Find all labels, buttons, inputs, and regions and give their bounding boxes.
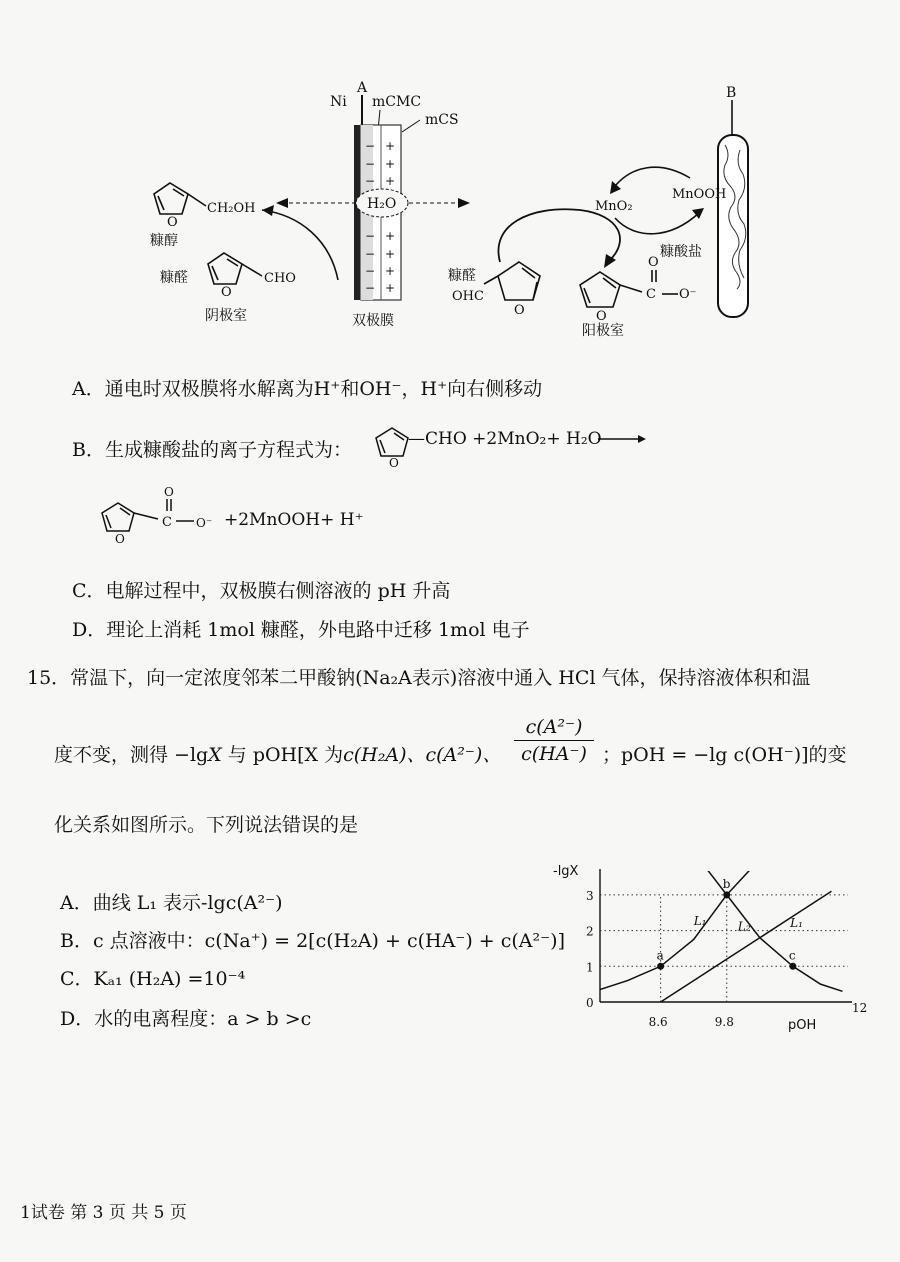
svg-text:+: + (385, 229, 396, 243)
q14-option-a: A．通电时双极膜将水解离为H⁺和OH⁻，H⁺向右侧移动 (72, 378, 543, 400)
q14-option-b-prefix: B．生成糠酸盐的离子方程式为： (72, 439, 352, 461)
x-tick-label: 12 (852, 1001, 868, 1015)
furfural-structure-b (376, 428, 408, 456)
x-axis-label: pOH (788, 1018, 817, 1033)
electrolysis-diagram (0, 0, 900, 345)
furfural-name-left: 糠醛 (160, 270, 188, 286)
bipolar-membrane-label: 双极膜 (352, 313, 394, 329)
point-label-c: c (788, 948, 796, 963)
mcmc-label: mCMC (372, 94, 422, 110)
oxygen-label: O (167, 215, 178, 230)
electrode-a-label: A (357, 80, 368, 96)
svg-text:O⁻: O⁻ (196, 516, 213, 530)
svg-text:−: − (365, 281, 376, 295)
svg-text:+: + (385, 139, 396, 153)
ch2oh-label: CH₂OH (207, 201, 256, 216)
ratio-fraction: c(A²⁻) c(HA⁻) (514, 716, 594, 765)
q14-option-c: C．电解过程中，双极膜右侧溶液的 pH 升高 (72, 580, 451, 602)
q15-option-a: A．曲线 L₁ 表示-lgc(A²⁻) (60, 892, 283, 914)
svg-text:+: + (385, 157, 396, 171)
svg-text:O: O (164, 485, 174, 499)
furfural-structure-right (484, 262, 540, 300)
y-tick-label: 2 (586, 924, 594, 939)
furoate-structure-b (102, 499, 194, 531)
furfural-name-right: 糠醛 (448, 268, 476, 284)
point-b (723, 891, 730, 898)
q14-option-b-equation-2 (96, 485, 396, 545)
point-c (789, 963, 796, 970)
y-axis-label: -lgX (553, 864, 579, 879)
svg-text:O: O (514, 303, 525, 318)
ni-label: Ni (330, 94, 347, 110)
furfuryl-alcohol-structure (154, 183, 206, 214)
svg-text:−: − (365, 229, 376, 243)
q15-option-c: C．Kₐ₁ (H₂A) =10⁻⁴ (60, 968, 246, 990)
water-label: H₂O (367, 196, 397, 212)
svg-text:O: O (596, 309, 607, 324)
svg-text:−: − (365, 157, 376, 171)
series-line-1 (600, 859, 760, 989)
svg-text:C: C (646, 287, 656, 302)
cho-label: CHO (264, 271, 296, 286)
y-tick-label: 0 (586, 996, 594, 1010)
mno2-label: MnO₂ (595, 199, 633, 214)
furfural-structure-left (208, 253, 262, 284)
furoate-name: 糠酸盐 (660, 244, 702, 260)
q15-option-b: B．c 点溶液中：c(Na⁺) = 2[c(H₂A) + c(HA⁻) + c(A²⁻)] (60, 930, 565, 952)
mcs-label: mCS (425, 112, 459, 128)
cathode-label: 阴极室 (205, 308, 247, 324)
q14-option-d: D．理论上消耗 1mol 糠醛，外电路中迁移 1mol 电子 (72, 619, 530, 641)
q14-option-b-equation-1 (370, 420, 650, 470)
page-footer: 1试卷 第 3 页 共 5 页 (20, 1203, 187, 1223)
svg-text:O: O (115, 532, 125, 545)
poh-chart (548, 855, 888, 1040)
furfuryl-alcohol-name: 糠醇 (150, 233, 178, 249)
q15-option-d: D．水的电离程度：a > b >c (60, 1008, 312, 1030)
ohc-label: OHC (452, 289, 484, 304)
anode-label: 阳极室 (582, 323, 624, 339)
svg-text:O: O (221, 285, 232, 300)
svg-text:−: − (365, 247, 376, 261)
furoate-structure (580, 270, 678, 307)
svg-text:O: O (389, 456, 399, 470)
electrode-b (718, 135, 748, 317)
svg-text:+: + (385, 264, 396, 278)
q15-stem-line2: 度不变，测得 −lgX 与 pOH[X 为c(H₂A)、c(A²⁻)、 c(A²⁻) c(HA⁻) ；pOH = −lg c(OH⁻)]的变 (54, 716, 847, 766)
mnooh-label: MnOOH (672, 187, 727, 202)
series-label-2: L₂ (737, 919, 751, 934)
series-label-1: L₁ (693, 914, 707, 929)
series-label-3: L₁ (790, 916, 803, 930)
svg-text:−: − (365, 264, 376, 278)
svg-text:−: − (365, 139, 376, 153)
series-line-2 (661, 891, 832, 1002)
point-label-a: a (656, 948, 664, 963)
svg-text:+: + (385, 281, 396, 295)
y-tick-label: 3 (586, 888, 594, 903)
svg-text:−: − (365, 174, 376, 188)
svg-text:+2MnOOH+ H⁺: +2MnOOH+ H⁺ (224, 510, 364, 530)
point-a (657, 963, 664, 970)
svg-text:+: + (385, 247, 396, 261)
svg-text:—CHO +2MnO₂+ H₂O: —CHO +2MnO₂+ H₂O (408, 429, 602, 449)
svg-text:O⁻: O⁻ (679, 287, 697, 302)
x-tick-label: 9.8 (714, 1015, 734, 1029)
electrode-b-label: B (726, 85, 737, 101)
x-tick-label: 8.6 (648, 1015, 668, 1029)
q15-stem-line3: 化关系如图所示。下列说法错误的是 (54, 814, 359, 836)
svg-text:+: + (385, 174, 396, 188)
y-tick-label: 1 (586, 960, 594, 975)
svg-text:C: C (162, 515, 172, 530)
point-label-b: b (722, 876, 731, 891)
q15-stem-line1: 15．常温下，向一定浓度邻苯二甲酸钠(Na₂A表示)溶液中通入 HCl 气体，保持溶液体积和温 (27, 667, 811, 689)
svg-text:O: O (648, 255, 659, 270)
